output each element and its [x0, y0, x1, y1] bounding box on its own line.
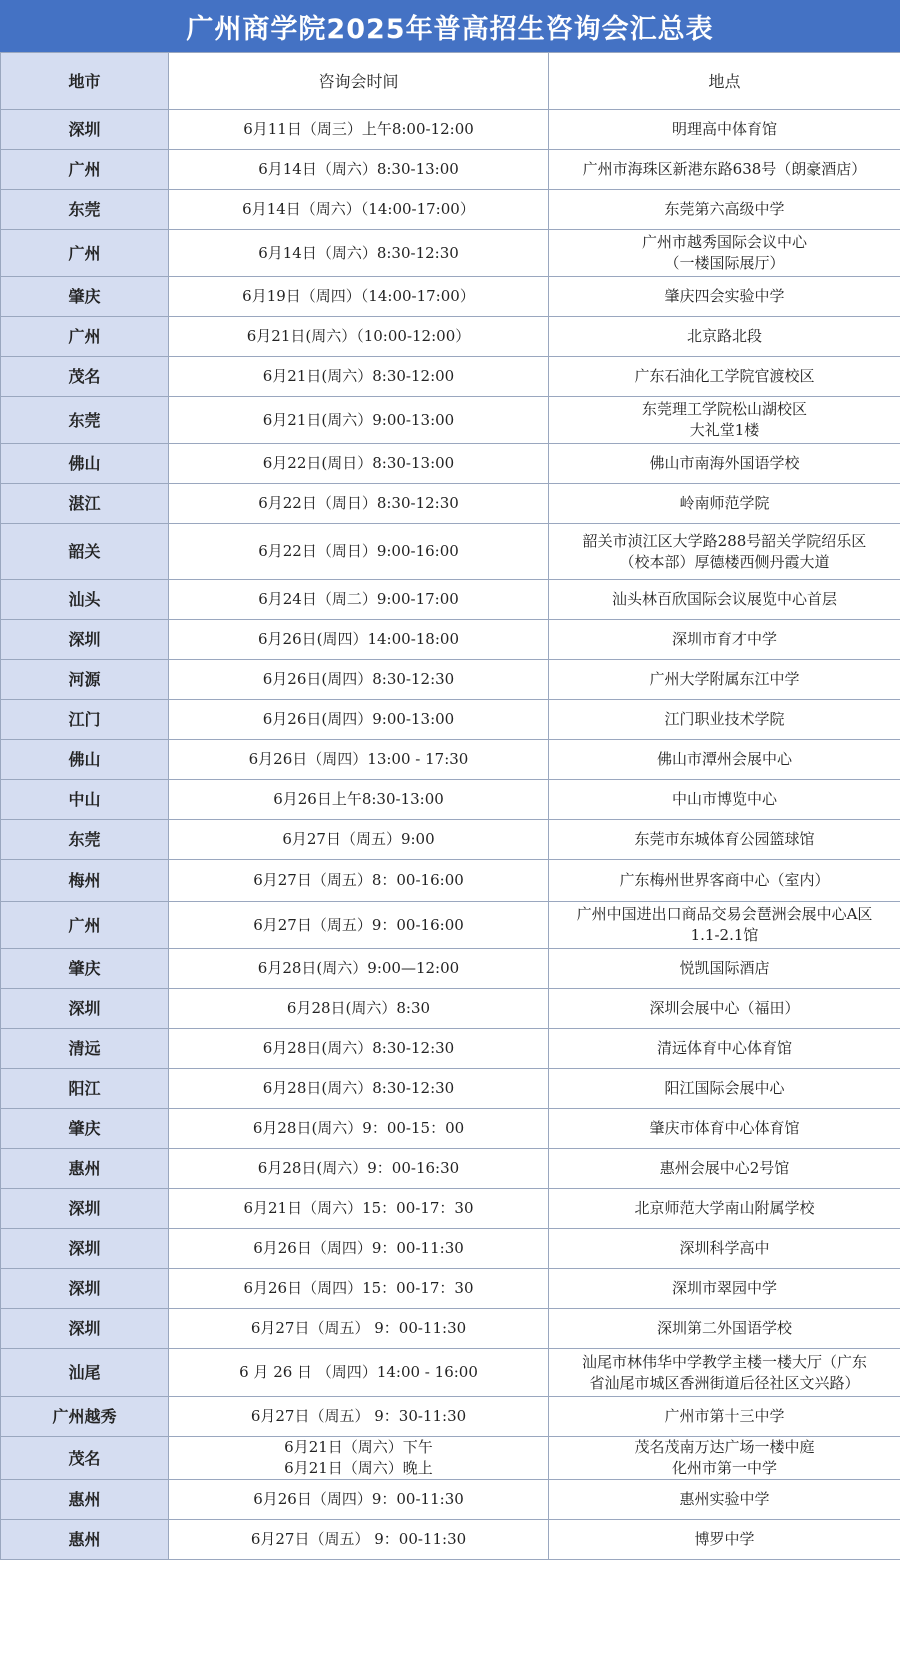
- row-place: 汕头林百欣国际会议展览中心首层: [549, 580, 900, 620]
- row-city: 深圳: [1, 1189, 169, 1229]
- row-city: 深圳: [1, 1229, 169, 1269]
- row-city: 佛山: [1, 444, 169, 484]
- row-place: 东莞理工学院松山湖校区 大礼堂1楼: [549, 397, 900, 444]
- table-row: [1, 1309, 900, 1349]
- row-place: 江门职业技术学院: [549, 700, 900, 740]
- row-place: 北京师范大学南山附属学校: [549, 1189, 900, 1229]
- row-time: 6月27日（周五） 9：30-11:30: [169, 1397, 549, 1437]
- row-city: 茂名: [1, 1437, 169, 1480]
- row-time: 6月26日(周四）8:30-12:30: [169, 660, 549, 700]
- row-city: 汕头: [1, 580, 169, 620]
- row-time: 6月28日(周六）9：00-16:30: [169, 1149, 549, 1189]
- table-row: [1, 740, 900, 780]
- row-place: 广东石油化工学院官渡校区: [549, 357, 900, 397]
- table-row: [1, 150, 900, 190]
- row-place: 肇庆四会实验中学: [549, 277, 900, 317]
- table-row: [1, 277, 900, 317]
- row-time: 6月24日（周二）9:00-17:00: [169, 580, 549, 620]
- table-row: [1, 317, 900, 357]
- row-place: 东莞第六高级中学: [549, 190, 900, 230]
- row-time: 6月27日（周五） 9：00-11:30: [169, 1309, 549, 1349]
- table-row: [1, 110, 900, 150]
- row-city: 中山: [1, 780, 169, 820]
- row-time: 6月28日(周六）9：00-15：00: [169, 1109, 549, 1149]
- row-city: 东莞: [1, 397, 169, 444]
- row-city: 清远: [1, 1029, 169, 1069]
- row-city: 广州: [1, 230, 169, 277]
- row-time: 6月22日(周日）8:30-13:00: [169, 444, 549, 484]
- row-place: 北京路北段: [549, 317, 900, 357]
- row-time: 6月28日(周六）8:30-12:30: [169, 1069, 549, 1109]
- table-row: [1, 230, 900, 277]
- row-city: 深圳: [1, 989, 169, 1029]
- table-row: [1, 1520, 900, 1560]
- row-city: 韶关: [1, 524, 169, 580]
- table-row: [1, 1269, 900, 1309]
- table-row: [1, 397, 900, 444]
- row-city: 茂名: [1, 357, 169, 397]
- table-row: [1, 620, 900, 660]
- row-time: 6月27日（周五）8：00-16:00: [169, 860, 549, 902]
- row-city: 广州越秀: [1, 1397, 169, 1437]
- row-city: 深圳: [1, 1269, 169, 1309]
- row-place: 广州市第十三中学: [549, 1397, 900, 1437]
- row-time: 6月26日(周四）14:00-18:00: [169, 620, 549, 660]
- row-time: 6月26日（周四）9：00-11:30: [169, 1229, 549, 1269]
- row-place: 广州市越秀国际会议中心 （一楼国际展厅）: [549, 230, 900, 277]
- table-row: [1, 1189, 900, 1229]
- row-city: 肇庆: [1, 277, 169, 317]
- row-place: 广州中国进出口商品交易会琶洲会展中心A区 1.1-2.1馆: [549, 902, 900, 949]
- row-place: 佛山市潭州会展中心: [549, 740, 900, 780]
- row-place: 汕尾市林伟华中学教学主楼一楼大厅（广东 省汕尾市城区香洲街道后径社区文兴路）: [549, 1349, 900, 1397]
- row-time: 6月27日（周五）9:00: [169, 820, 549, 860]
- row-city: 梅州: [1, 860, 169, 902]
- row-place: 中山市博览中心: [549, 780, 900, 820]
- row-city: 肇庆: [1, 949, 169, 989]
- row-time: 6月14日（周六）8:30-12:30: [169, 230, 549, 277]
- row-place: 明理高中体育馆: [549, 110, 900, 150]
- row-city: 东莞: [1, 820, 169, 860]
- row-place: 惠州实验中学: [549, 1480, 900, 1520]
- header-time: 咨询会时间: [169, 53, 549, 110]
- row-time: 6月28日(周六）8:30-12:30: [169, 1029, 549, 1069]
- row-time: 6月14日（周六）（14:00-17:00）: [169, 190, 549, 230]
- row-place: 东莞市东城体育公园篮球馆: [549, 820, 900, 860]
- table-row: [1, 660, 900, 700]
- row-place: 佛山市南海外国语学校: [549, 444, 900, 484]
- row-time: 6月21日(周六）（10:00-12:00）: [169, 317, 549, 357]
- row-place: 悦凯国际酒店: [549, 949, 900, 989]
- row-time: 6 月 26 日 （周四）14:00 - 16:00: [169, 1349, 549, 1397]
- table-row: [1, 902, 900, 949]
- table-row: [1, 524, 900, 580]
- row-city: 汕尾: [1, 1349, 169, 1397]
- row-place: 清远体育中心体育馆: [549, 1029, 900, 1069]
- table-row: [1, 357, 900, 397]
- row-city: 湛江: [1, 484, 169, 524]
- row-time: 6月26日（周四）15：00-17：30: [169, 1269, 549, 1309]
- table-row: [1, 1437, 900, 1480]
- row-time: 6月21日(周六）9:00-13:00: [169, 397, 549, 444]
- row-time: 6月26日（周四）13:00 - 17:30: [169, 740, 549, 780]
- row-city: 惠州: [1, 1480, 169, 1520]
- row-place: 阳江国际会展中心: [549, 1069, 900, 1109]
- table-row: [1, 484, 900, 524]
- row-time: 6月27日（周五） 9：00-11:30: [169, 1520, 549, 1560]
- sheet-title: 广州商学院2025年普高招生咨询会汇总表: [0, 0, 900, 52]
- row-time: 6月26日(周四）9:00-13:00: [169, 700, 549, 740]
- row-place: 茂名茂南万达广场一楼中庭 化州市第一中学: [549, 1437, 900, 1480]
- row-time: 6月22日（周日）9:00-16:00: [169, 524, 549, 580]
- row-place: 深圳市翠园中学: [549, 1269, 900, 1309]
- table-row: [1, 700, 900, 740]
- table-row: [1, 1480, 900, 1520]
- table-row: [1, 1349, 900, 1397]
- row-city: 东莞: [1, 190, 169, 230]
- row-city: 江门: [1, 700, 169, 740]
- row-place: 肇庆市体育中心体育馆: [549, 1109, 900, 1149]
- row-time: 6月21日（周六）15：00-17：30: [169, 1189, 549, 1229]
- row-place: 广州大学附属东江中学: [549, 660, 900, 700]
- row-city: 广州: [1, 150, 169, 190]
- consultation-table: [0, 52, 900, 1560]
- row-time: 6月27日（周五）9：00-16:00: [169, 902, 549, 949]
- table-row: [1, 444, 900, 484]
- row-city: 广州: [1, 902, 169, 949]
- table-row: [1, 1029, 900, 1069]
- table-row: [1, 820, 900, 860]
- row-city: 肇庆: [1, 1109, 169, 1149]
- table-row: [1, 1109, 900, 1149]
- table-row: [1, 860, 900, 902]
- table-row: [1, 949, 900, 989]
- table-row: [1, 1069, 900, 1109]
- row-time: 6月21日（周六）下午 6月21日（周六）晚上: [169, 1437, 549, 1480]
- table-row: [1, 580, 900, 620]
- row-place: 深圳第二外国语学校: [549, 1309, 900, 1349]
- row-city: 广州: [1, 317, 169, 357]
- table-row: [1, 1229, 900, 1269]
- row-time: 6月28日(周六）8:30: [169, 989, 549, 1029]
- table-row: [1, 1397, 900, 1437]
- table-row: [1, 780, 900, 820]
- row-time: 6月22日（周日）8:30-12:30: [169, 484, 549, 524]
- row-place: 韶关市浈江区大学路288号韶关学院绍乐区 （校本部）厚德楼西侧丹霞大道: [549, 524, 900, 580]
- row-city: 惠州: [1, 1149, 169, 1189]
- row-place: 博罗中学: [549, 1520, 900, 1560]
- row-time: 6月14日（周六）8:30-13:00: [169, 150, 549, 190]
- header-place: 地点: [549, 53, 900, 110]
- row-time: 6月11日（周三）上午8:00-12:00: [169, 110, 549, 150]
- header-row: [1, 53, 900, 110]
- row-time: 6月19日（周四）（14:00-17:00）: [169, 277, 549, 317]
- row-city: 深圳: [1, 110, 169, 150]
- row-place: 广州市海珠区新港东路638号（朗豪酒店）: [549, 150, 900, 190]
- row-time: 6月26日上午8:30-13:00: [169, 780, 549, 820]
- row-place: 深圳科学高中: [549, 1229, 900, 1269]
- row-time: 6月26日（周四）9：00-11:30: [169, 1480, 549, 1520]
- row-place: 深圳会展中心（福田）: [549, 989, 900, 1029]
- header-city: 地市: [1, 53, 169, 110]
- row-city: 深圳: [1, 1309, 169, 1349]
- row-city: 深圳: [1, 620, 169, 660]
- row-city: 河源: [1, 660, 169, 700]
- table-row: [1, 989, 900, 1029]
- row-place: 广东梅州世界客商中心（室内）: [549, 860, 900, 902]
- table-row: [1, 190, 900, 230]
- row-place: 岭南师范学院: [549, 484, 900, 524]
- table-body: [1, 110, 900, 1560]
- table-row: [1, 1149, 900, 1189]
- row-place: 惠州会展中心2号馆: [549, 1149, 900, 1189]
- row-time: 6月28日(周六）9:00—12:00: [169, 949, 549, 989]
- row-time: 6月21日(周六）8:30-12:00: [169, 357, 549, 397]
- row-city: 阳江: [1, 1069, 169, 1109]
- row-city: 惠州: [1, 1520, 169, 1560]
- row-place: 深圳市育才中学: [549, 620, 900, 660]
- row-city: 佛山: [1, 740, 169, 780]
